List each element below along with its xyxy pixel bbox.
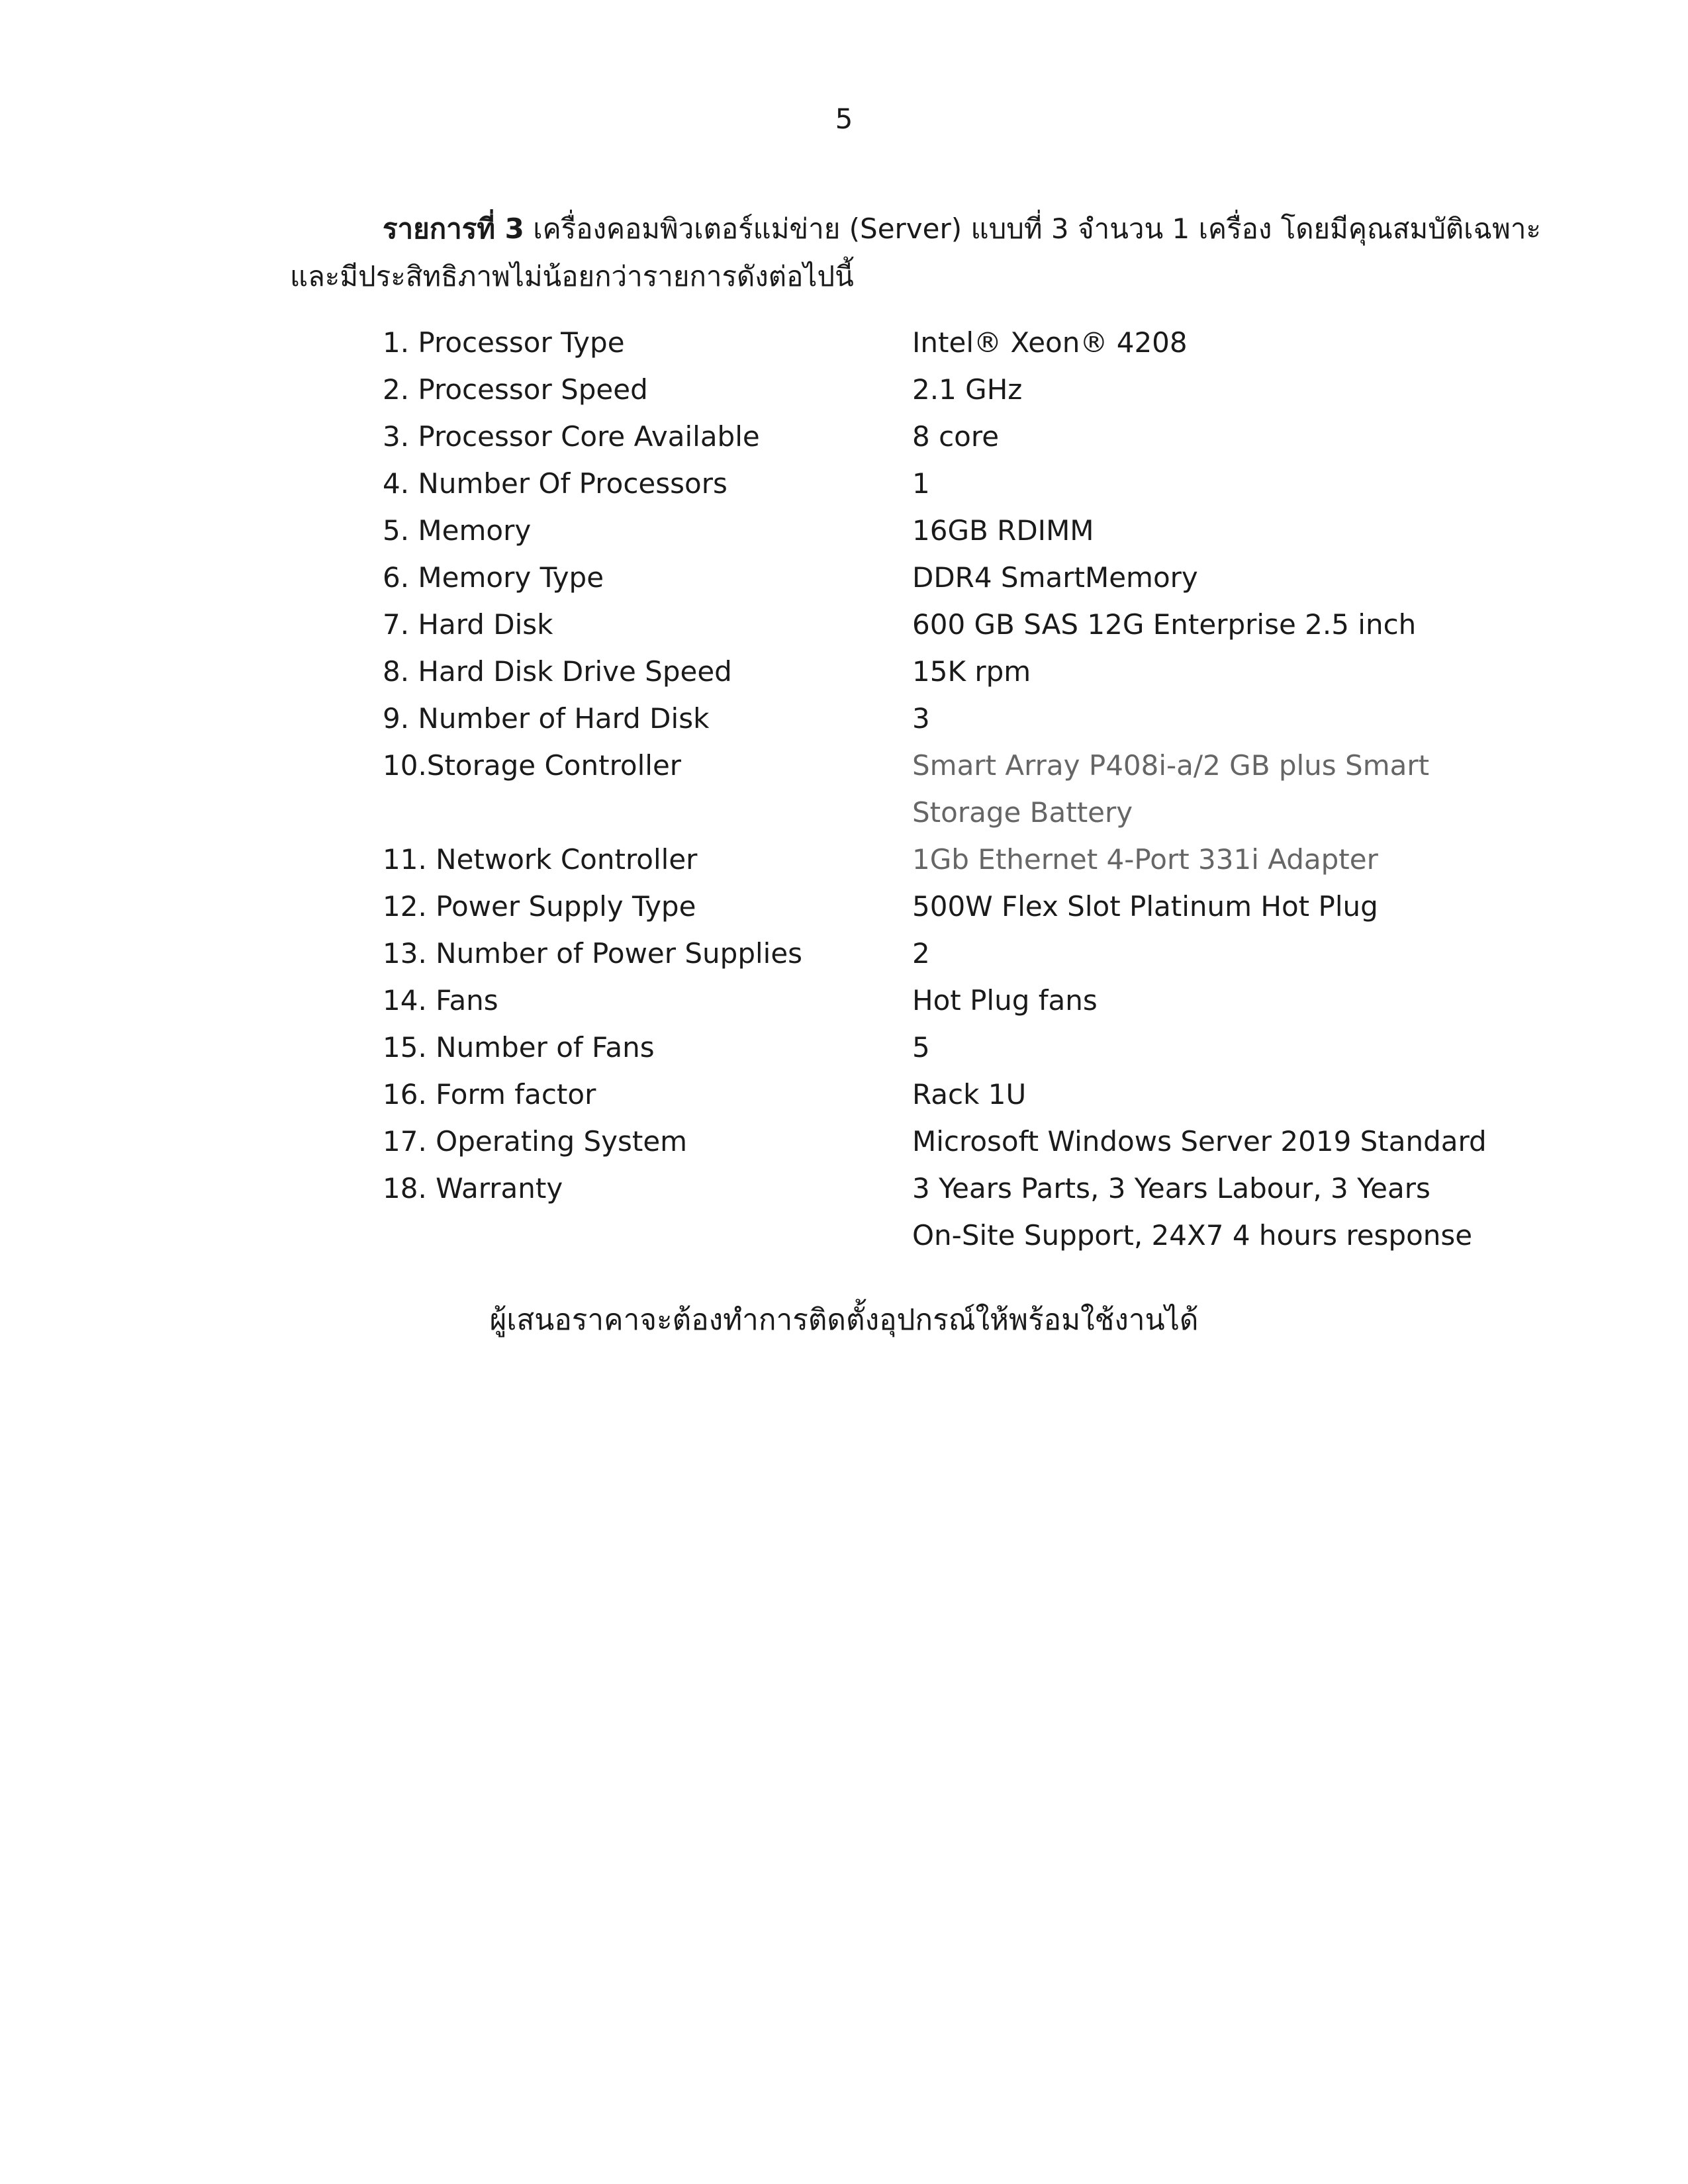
spec-value: [912, 601, 1442, 648]
spec-value-line: 5: [912, 1031, 930, 1064]
spec-value: [912, 883, 1442, 930]
spec-label: 13. Number of Power Supplies: [383, 937, 803, 970]
spec-value-line: Hot Plug fans: [912, 984, 1098, 1017]
spec-value: [912, 413, 1442, 460]
spec-value-line: 2.1 GHz: [912, 373, 1023, 406]
spec-label: 5. Memory: [383, 514, 532, 547]
spec-value-line: 1Gb Ethernet 4-Port 331i Adapter: [912, 843, 1378, 876]
closing-note: ผู้เสนอราคาจะต้องทำการติดตั้งอุปกรณ์ให้พร้อมใช้งานได้: [489, 1303, 1199, 1337]
spec-value-line: 1: [912, 467, 930, 500]
spec-value: [912, 1118, 1487, 1165]
spec-row: [383, 507, 1442, 554]
spec-row: [383, 601, 1442, 648]
spec-label: 1. Processor Type: [383, 326, 625, 359]
spec-value-line: 3 Years Parts, 3 Years Labour, 3 Years: [912, 1172, 1430, 1205]
spec-row: [383, 319, 1442, 366]
spec-value-line: Rack 1U: [912, 1078, 1027, 1111]
spec-value: [912, 930, 1442, 977]
spec-value-line: Microsoft Windows Server 2019 Standard: [912, 1125, 1487, 1158]
spec-value: [912, 1071, 1442, 1118]
spec-row: [383, 977, 1442, 1024]
spec-label: 11. Network Controller: [383, 843, 698, 876]
spec-value-line: 16GB RDIMM: [912, 514, 1094, 547]
page-number: 5: [835, 103, 853, 135]
spec-value-line: 8 core: [912, 420, 1000, 453]
spec-label: 12. Power Supply Type: [383, 890, 696, 923]
spec-row: [383, 1165, 1473, 1259]
spec-label: 15. Number of Fans: [383, 1031, 655, 1064]
spec-value-line: 2: [912, 937, 930, 970]
spec-value: [912, 366, 1442, 413]
spec-value: [912, 742, 1442, 836]
spec-label: 3. Processor Core Available: [383, 420, 760, 453]
spec-value-line: Storage Battery: [912, 796, 1133, 829]
spec-value: [912, 648, 1442, 695]
spec-row: [383, 742, 1442, 836]
spec-value: [912, 1165, 1473, 1259]
spec-row: [383, 1118, 1487, 1165]
intro-line-1: [290, 205, 1541, 253]
spec-value-line: Intel® Xeon® 4208: [912, 326, 1188, 359]
spec-row: [383, 695, 1442, 742]
intro-line-2: และมีประสิทธิภาพไม่น้อยกว่ารายการดังต่อไปนี้: [290, 260, 854, 293]
spec-label: 8. Hard Disk Drive Speed: [383, 655, 732, 688]
spec-label: 7. Hard Disk: [383, 608, 553, 641]
spec-row: [383, 930, 1442, 977]
spec-row: [383, 413, 1442, 460]
spec-label: 10.Storage Controller: [383, 749, 682, 782]
spec-row: [383, 648, 1442, 695]
spec-label: 4. Number Of Processors: [383, 467, 727, 500]
item-number-heading: รายการที่ 3: [383, 212, 524, 245]
spec-label: 16. Form factor: [383, 1078, 596, 1111]
spec-value-line: 15K rpm: [912, 655, 1031, 688]
spec-label: 2. Processor Speed: [383, 373, 648, 406]
spec-value-line: Smart Array P408i-a/2 GB plus Smart: [912, 749, 1430, 782]
spec-value-line: 600 GB SAS 12G Enterprise 2.5 inch: [912, 608, 1417, 641]
spec-label: 6. Memory Type: [383, 561, 604, 594]
spec-value: [912, 507, 1442, 554]
spec-label: 17. Operating System: [383, 1125, 688, 1158]
spec-value-line: On-Site Support, 24X7 4 hours response: [912, 1219, 1473, 1251]
spec-label: 14. Fans: [383, 984, 498, 1017]
intro-line-1-text: เครื่องคอมพิวเตอร์แม่ข่าย (Server) แบบที่ 3 จำนวน 1 เครื่อง โดยมีคุณสมบัติเฉพาะ: [524, 212, 1541, 245]
spec-row: [383, 460, 1442, 507]
spec-value-line: 3: [912, 702, 930, 735]
spec-list: [383, 319, 1487, 1259]
spec-value-line: DDR4 SmartMemory: [912, 561, 1198, 594]
spec-row: [383, 883, 1442, 930]
spec-value: [912, 695, 1442, 742]
spec-value-line: 500W Flex Slot Platinum Hot Plug: [912, 890, 1378, 923]
spec-value: [912, 836, 1442, 883]
spec-value: [912, 1024, 1442, 1071]
spec-label: 18. Warranty: [383, 1172, 563, 1205]
spec-label: 9. Number of Hard Disk: [383, 702, 710, 735]
spec-value: [912, 977, 1442, 1024]
spec-row: [383, 554, 1442, 601]
spec-value: [912, 460, 1442, 507]
spec-row: [383, 1024, 1442, 1071]
spec-row: [383, 836, 1442, 883]
spec-row: [383, 1071, 1442, 1118]
spec-row: [383, 366, 1442, 413]
item-intro: [290, 205, 1541, 300]
spec-value: [912, 319, 1442, 366]
spec-value: [912, 554, 1442, 601]
